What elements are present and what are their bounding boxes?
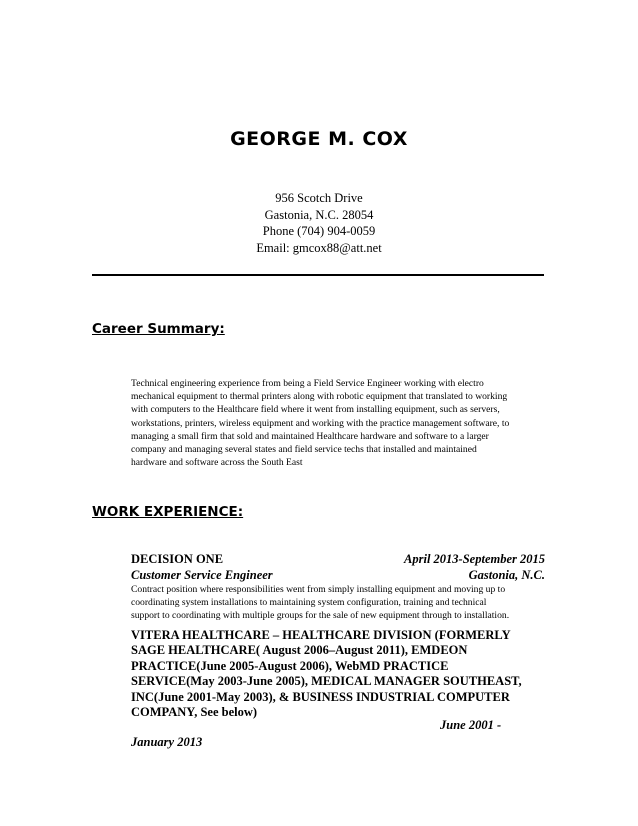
job1-description-line: support to coordinating with multiple groups for the sale of new equipment through to installation. xyxy=(131,610,510,622)
header-divider xyxy=(92,274,544,276)
job2-company-line: VITERA HEALTHCARE – HEALTHCARE DIVISION (FORMERLY xyxy=(131,628,511,642)
job1-location: Gastonia, N.C. xyxy=(468,568,545,582)
work-experience-heading: WORK EXPERIENCE: xyxy=(92,504,244,520)
address-line-2: Gastonia, N.C. 28054 xyxy=(264,207,374,222)
career-summary-text xyxy=(131,377,551,469)
job2-dates-end: January 2013 xyxy=(131,735,203,749)
email-address: Email: gmcox88@att.net xyxy=(256,240,382,255)
job2-company-line: PRACTICE(June 2005-August 2006), WebMD PRACTICE xyxy=(131,658,449,673)
job1-description xyxy=(131,583,551,623)
job1-dates: April 2013-September 2015 xyxy=(404,552,545,566)
summary-line: with computers to the Healthcare field where it went from installing equipment, such as servers, xyxy=(131,404,500,416)
job2-company-line: INC(June 2001-May 2003), & BUSINESS INDUSTRIAL COMPUTER xyxy=(131,689,510,704)
job2-company-line: SAGE HEALTHCARE( August 2006–August 2011), EMDEON xyxy=(131,643,468,658)
job1-header-row xyxy=(131,552,545,567)
summary-line: workstations, printers, wireless equipment and working with the practice management software, to xyxy=(131,417,510,429)
job1-company: DECISION ONE xyxy=(131,552,224,566)
summary-line: Technical engineering experience from being a Field Service Engineer working with electro xyxy=(131,378,484,389)
summary-line: hardware and software across the South East xyxy=(131,457,303,469)
candidate-name: GEORGE M. COX xyxy=(230,128,408,150)
address-line-1: 956 Scotch Drive xyxy=(275,191,363,205)
phone-number: Phone (704) 904-0059 xyxy=(262,224,376,238)
career-summary-heading: Career Summary: xyxy=(92,321,225,337)
job2-dates-start: June 2001 - xyxy=(440,718,502,732)
job1-description-line: Contract position where responsibilities went from simply installing equipment and moving up to xyxy=(131,584,506,595)
job2-company-block xyxy=(131,628,551,720)
contact-block xyxy=(0,190,638,256)
summary-line: mechanical equipment to thermal printers along with robotic equipment that translated to working xyxy=(131,391,508,403)
job1-title-row xyxy=(131,568,545,583)
job2-company-line: COMPANY, See below) xyxy=(131,705,258,720)
job1-title: Customer Service Engineer xyxy=(131,568,273,582)
job1-description-line: coordinating system installations to maintaining system configuration, training and technical xyxy=(131,597,487,609)
summary-line: company and managing several states and field service techs that installed and maintained xyxy=(131,444,477,456)
summary-line: managing a small firm that sold and maintained Healthcare hardware and software to a larger xyxy=(131,430,489,442)
job2-company-line: SERVICE(May 2003-June 2005), MEDICAL MANAGER SOUTHEAST, xyxy=(131,674,522,689)
